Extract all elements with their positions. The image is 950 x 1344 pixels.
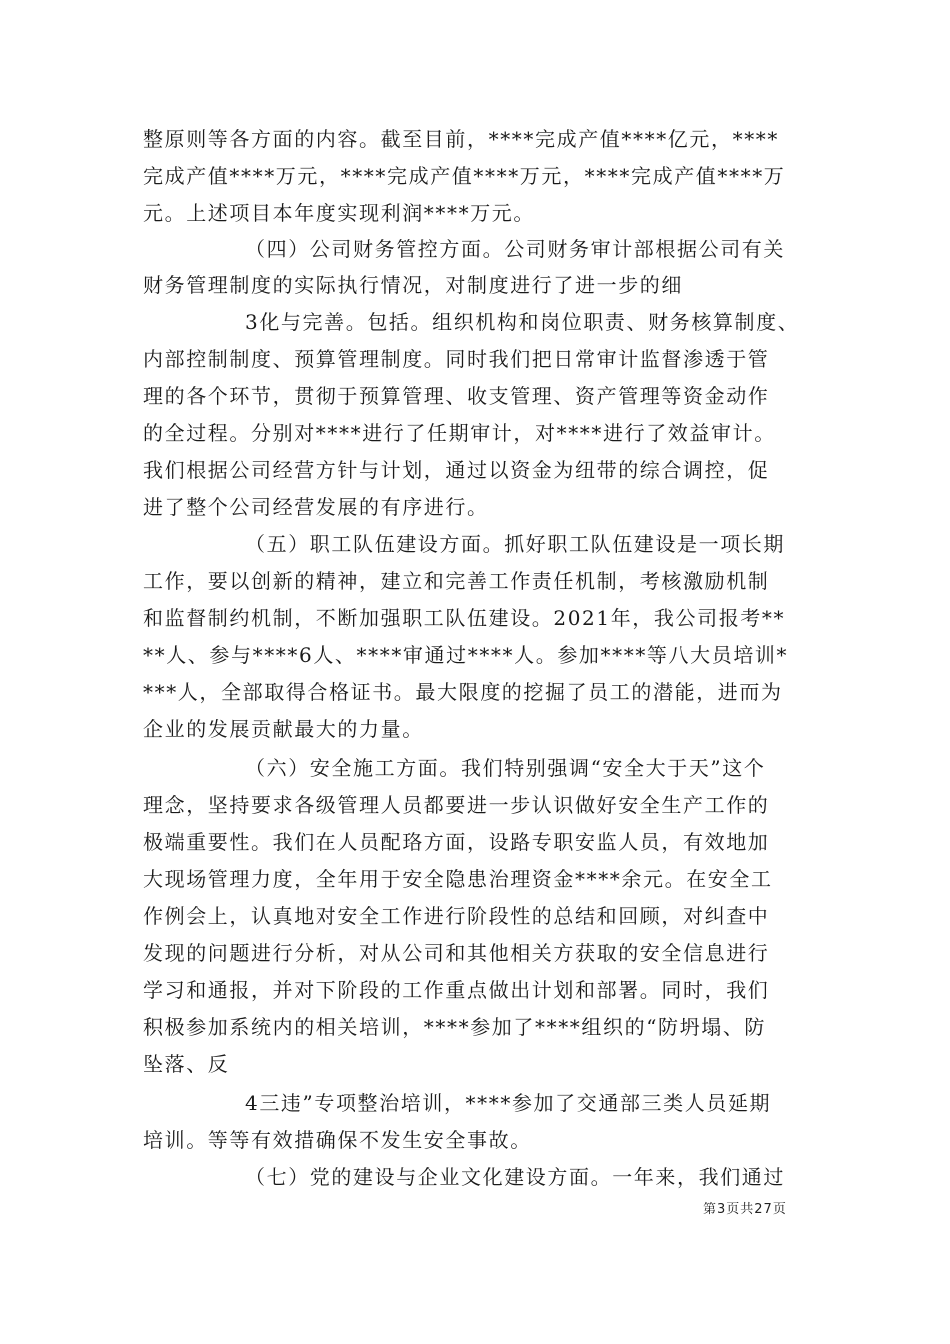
text-line: 工作，要以创新的精神，建立和完善工作责任机制，考核激励机制 <box>143 569 770 593</box>
section-heading-6: （六）安全施工方面。我们特别强调“安全大于天”这个 <box>245 756 766 780</box>
text-line: 理的各个环节，贯彻于预算管理、收支管理、资产管理等资金动作 <box>143 384 770 408</box>
text-line: 3化与完善。包括。组织机构和岗位职责、财务核算制度、 <box>245 310 800 334</box>
text-line: 财务管理制度的实际执行情况，对制度进行了进一步的细 <box>143 273 683 297</box>
text-line: ***人，全部取得合格证书。最大限度的挖掘了员工的潜能，进而为 <box>143 680 783 704</box>
text-line: 大现场管理力度，全年用于安全隐患治理资金****余元。在安全工 <box>143 867 773 891</box>
text-line: 企业的发展贡献最大的力量。 <box>143 717 424 741</box>
text-line: 和监督制约机制，不断加强职工队伍建设。2021年，我公司报考** <box>143 606 786 630</box>
text-line: 元。上述项目本年度实现利润****万元。 <box>143 201 535 225</box>
text-line: **人、参与****6人、****审通过****人。参加****等八大员培训* <box>143 643 789 667</box>
section-heading-4: （四）公司财务管控方面。公司财务审计部根据公司有关 <box>245 237 785 261</box>
text-line: 我们根据公司经营方针与计划，通过以资金为纽带的综合调控，促 <box>143 458 770 482</box>
text-line: 整原则等各方面的内容。截至目前，****完成产值****亿元，**** <box>143 127 779 151</box>
text-line: 4三违”专项整治培训，****参加了交通部三类人员延期 <box>245 1091 772 1115</box>
section-heading-7: （七）党的建设与企业文化建设方面。一年来，我们通过 <box>245 1165 785 1189</box>
text-line: 学习和通报，并对下阶段的工作重点做出计划和部署。同时，我们 <box>143 978 770 1002</box>
text-line: 培训。等等有效措确保不发生安全事故。 <box>143 1128 532 1152</box>
text-line: 作例会上，认真地对安全工作进行阶段性的总结和回顾，对纠查中 <box>143 904 770 928</box>
text-line: 发现的问题进行分析，对从公司和其他相关方获取的安全信息进行 <box>143 941 770 965</box>
page-number-footer: 第3页共27页 <box>703 1202 787 1217</box>
text-line: 完成产值****万元，****完成产值****万元，****完成产值****万 <box>143 164 786 188</box>
text-line: 进了整个公司经营发展的有序进行。 <box>143 495 489 519</box>
text-line: 的全过程。分别对****进行了任期审计，对****进行了效益审计。 <box>143 421 776 445</box>
text-line: 积极参加系统内的相关培训，****参加了****组织的“防坍塌、防 <box>143 1015 767 1039</box>
text-line: 极端重要性。我们在人员配珞方面，设路专职安监人员，有效地加 <box>143 830 770 854</box>
text-line: 理念，坚持要求各级管理人员都要进一步认识做好安全生产工作的 <box>143 793 770 817</box>
text-line: 坠落、反 <box>143 1052 230 1076</box>
text-line: 内部控制制度、预算管理制度。同时我们把日常审计监督渗透于管 <box>143 347 770 371</box>
section-heading-5: （五）职工队伍建设方面。抓好职工队伍建设是一项长期 <box>245 532 785 556</box>
